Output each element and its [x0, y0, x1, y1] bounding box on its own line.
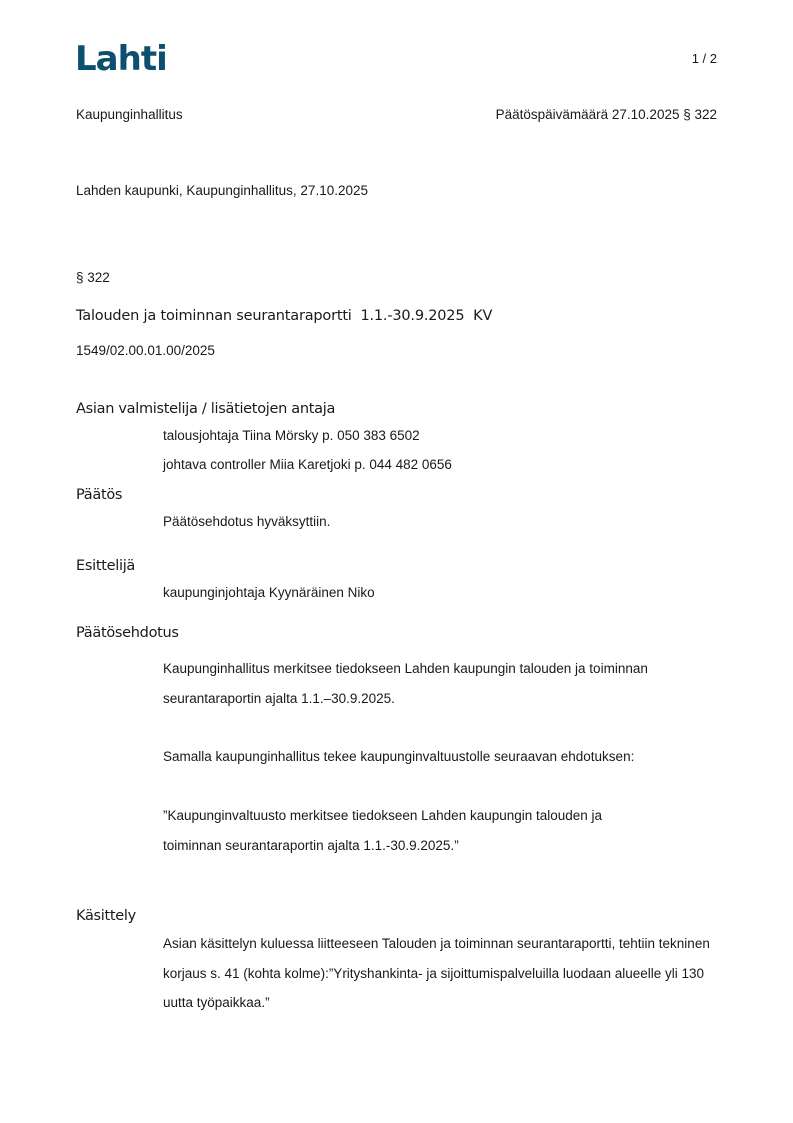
body-name: Kaupunginhallitus	[76, 107, 183, 122]
decision-date: Päätöspäivämäärä 27.10.2025 § 322	[495, 107, 717, 122]
processing-heading: Käsittely	[76, 908, 136, 924]
preparer-line: talousjohtaja Tiina Mörsky p. 050 383 6502	[163, 428, 420, 443]
lahti-logo: Lahti	[75, 39, 167, 79]
proposal-heading: Päätösehdotus	[76, 625, 179, 641]
page-number: 1 / 2	[691, 51, 717, 66]
meeting-line: Lahden kaupunki, Kaupunginhallitus, 27.10.2025	[76, 183, 368, 198]
proposal-paragraph: Kaupunginhallitus merkitsee tiedokseen Lahden kaupungin talouden ja toiminnan seurantaraportin ajalta 1.1.–30.9.2025.	[163, 661, 648, 706]
section-number: § 322	[76, 270, 110, 285]
preparer-line: johtava controller Miia Karetjoki p. 044 482 0656	[163, 457, 452, 472]
proposal-paragraph: ”Kaupunginvaltuusto merkitsee tiedokseen Lahden kaupungin talouden ja toiminnan seurantaraportin ajalta 1.1.-30.9.2025.”	[163, 808, 603, 853]
document-title: Talouden ja toiminnan seurantaraportti 1.1.-30.9.2025 KV	[76, 308, 493, 324]
decision-text: Päätösehdotus hyväksyttiin.	[163, 514, 331, 529]
record-id: 1549/02.00.01.00/2025	[76, 343, 215, 358]
processing-text: Asian käsittelyn kuluessa liitteeseen Talouden ja toiminnan seurantaraportti, tehtiin tekninen korjaus s. 41 (kohta kolme):”Yrityshankinta- ja sijoittumispalveluilla luodaan alueelle yli 130 uutta työpaikkaa.”	[163, 936, 710, 1010]
presenter-text: kaupunginjohtaja Kyynäräinen Niko	[163, 585, 375, 600]
preparer-heading: Asian valmistelija / lisätietojen antaja	[76, 401, 336, 417]
presenter-heading: Esittelijä	[76, 558, 136, 574]
decision-heading: Päätös	[76, 487, 123, 503]
proposal-paragraph: Samalla kaupunginhallitus tekee kaupunginvaltuustolle seuraavan ehdotuksen:	[163, 749, 635, 764]
